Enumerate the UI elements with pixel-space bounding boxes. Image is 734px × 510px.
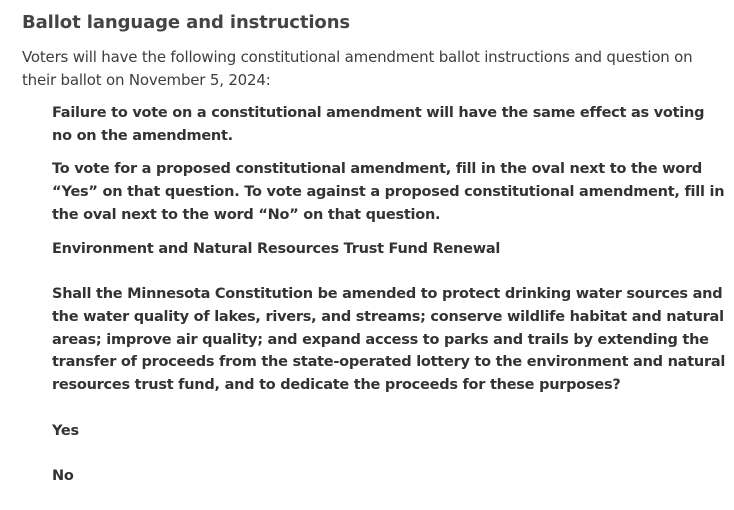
option-no: No — [52, 468, 74, 485]
ballot-warning: Failure to vote on a constitutional amendment will have the same effect as voting no on the amendment. — [52, 105, 705, 144]
ballot-question: Shall the Minnesota Constitution be amended to protect drinking water sources and the water quality of lakes, rivers, and streams; conserve wildlife habitat and natural areas; improve air quality; and expand access to parks and trails by extending the transfer of proceeds from the state-operated lottery to the environment and natural resources trust fund, and to dedicate the proceeds for these purposes? — [52, 286, 726, 394]
ballot-instructions: To vote for a proposed constitutional amendment, fill in the oval next to the word “Yes” on that question. To vote against a proposed constitutional amendment, fill in the oval next to the word “No” on that question. — [52, 161, 725, 223]
section-title: Ballot language and instructions — [22, 12, 351, 33]
measure-title: Environment and Natural Resources Trust Fund Renewal — [52, 240, 501, 257]
intro-paragraph: Voters will have the following constitutional amendment ballot instructions and question on their ballot on November 5, 2024: — [22, 48, 693, 89]
page-content — [22, 10, 726, 488]
ballot-block — [52, 102, 728, 488]
option-yes: Yes — [52, 422, 79, 439]
